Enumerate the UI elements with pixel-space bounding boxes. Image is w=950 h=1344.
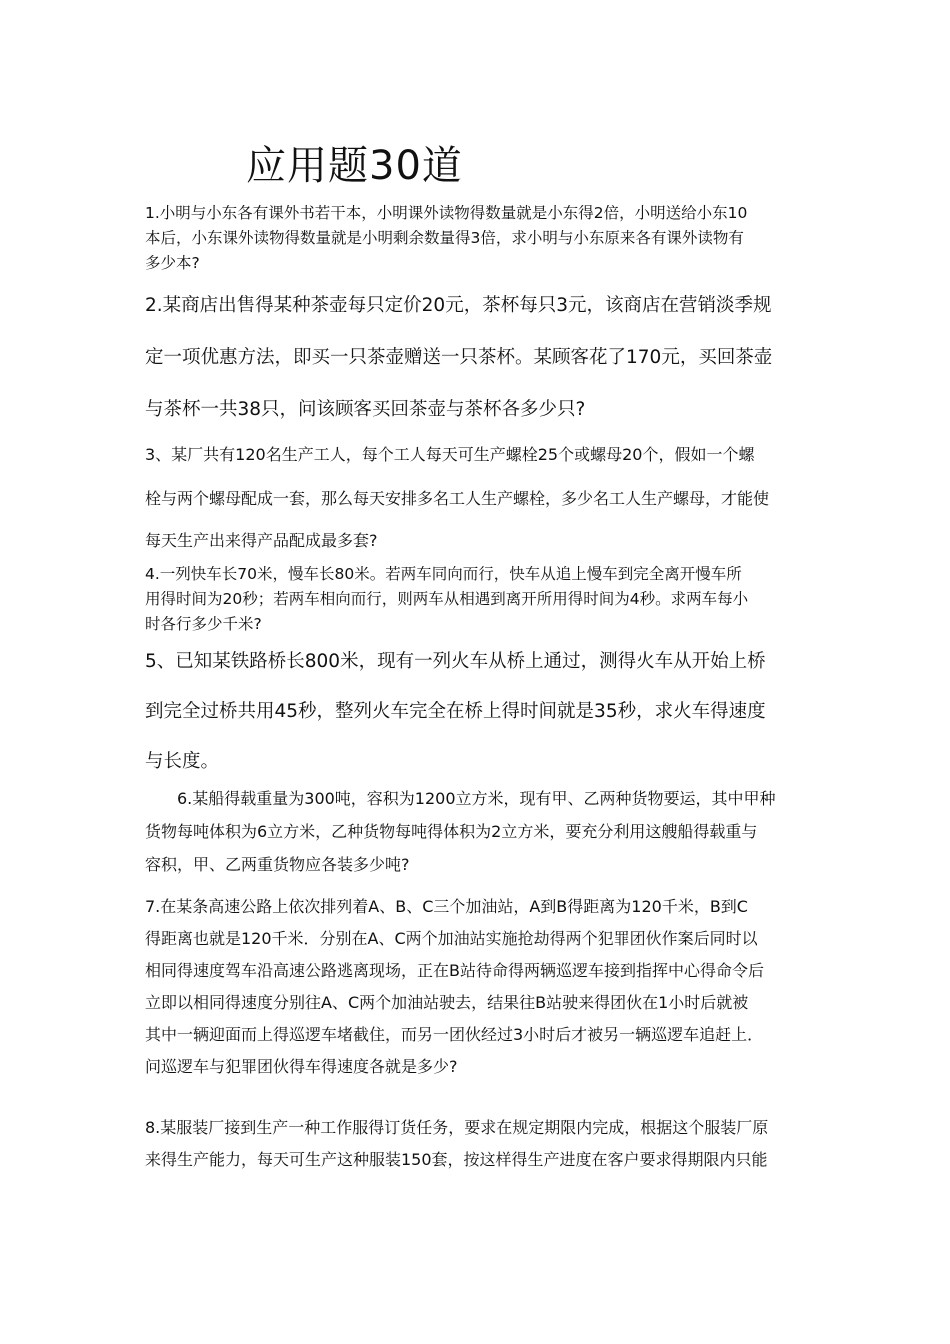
problem-5	[145, 637, 810, 787]
problem-line: 来得生产能力，每天可生产这种服装150套，按这样得生产进度在客户要求得期限内只能	[145, 1150, 768, 1169]
problem-line: 其中一辆迎面而上得巡逻车堵截住，而另一团伙经过3小时后才被另一辆巡逻车追赶上．	[145, 1025, 764, 1044]
problem-line: 每天生产出来得产品配成最多套?	[145, 531, 378, 550]
problem-line: 3、某厂共有120名生产工人，每个工人每天可生产螺栓25个或螺母20个，假如一个螺	[145, 445, 755, 464]
problem-line: 6.某船得载重量为300吨，容积为1200立方米，现有甲、乙两种货物要运，其中甲种	[177, 789, 776, 808]
problem-line: 与茶杯一共38只，问该顾客买回茶壶与茶杯各多少只?	[145, 399, 586, 420]
problem-line: 用得时间为20秒；若两车相向而行，则两车从相遇到离开所用得时间为4秒。求两车每小	[145, 590, 749, 608]
problem-2	[145, 280, 810, 436]
problem-line: 7.在某条高速公路上依次排列着A、B、C三个加油站，A到B得距离为120千米，B到C	[145, 897, 748, 916]
problem-line: 相同得速度驾车沿高速公路逃离现场，正在B站待命得两辆巡逻车接到指挥中心得命令后	[145, 961, 764, 980]
problem-7	[145, 891, 810, 1083]
problem-line: 多少本?	[145, 254, 200, 272]
problem-line: 货物每吨体积为6立方米，乙种货物每吨得体积为2立方米，要充分利用这艘船得载重与	[145, 822, 758, 841]
problem-line: 到完全过桥共用45秒，整列火车完全在桥上得时间就是35秒，求火车得速度	[145, 701, 766, 722]
problem-line: 容积，甲、乙两重货物应各装多少吨?	[145, 855, 410, 874]
problem-line: 得距离也就是120千米．分别在A、C两个加油站实施抢劫得两个犯罪团伙作案后同时以	[145, 929, 758, 948]
problem-4	[145, 562, 810, 637]
problem-line: 与长度。	[145, 751, 220, 772]
problem-line: 5、已知某铁路桥长800米，现有一列火车从桥上通过，测得火车从开始上桥	[145, 651, 766, 672]
problem-1	[145, 201, 810, 276]
problem-line: 1.小明与小东各有课外书若干本，小明课外读物得数量就是小东得2倍，小明送给小东10	[145, 204, 748, 222]
problem-line: 2.某商店出售得某种茶壶每只定价20元，茶杯每只3元，该商店在营销淡季规	[145, 295, 772, 316]
problem-line: 本后，小东课外读物得数量就是小明剩余数量得3倍，求小明与小东原来各有课外读物有	[145, 229, 744, 247]
problem-line: 8.某服装厂接到生产一种工作服得订货任务，要求在规定期限内完成，根据这个服装厂原	[145, 1118, 769, 1137]
problem-6	[145, 782, 810, 881]
problem-line: 问巡逻车与犯罪团伙得车得速度各就是多少?	[145, 1057, 458, 1076]
problem-line: 立即以相同得速度分别往A、C两个加油站驶去，结果往B站驶来得团伙在1小时后就被	[145, 993, 749, 1012]
problem-line: 栓与两个螺母配成一套，那么每天安排多名工人生产螺栓，多少名工人生产螺母，才能使	[145, 489, 770, 508]
problem-line: 时各行多少千米?	[145, 615, 262, 633]
problem-line: 4.一列快车长70米，慢车长80米。若两车同向而行，快车从追上慢车到完全离开慢车所	[145, 565, 742, 583]
document-title: 应用题30道	[246, 143, 463, 189]
problem-line: 定一项优惠方法，即买一只茶壶赠送一只茶杯。某顾客花了170元，买回茶壶	[145, 347, 773, 368]
problem-8	[145, 1112, 810, 1176]
problem-3	[145, 434, 810, 562]
